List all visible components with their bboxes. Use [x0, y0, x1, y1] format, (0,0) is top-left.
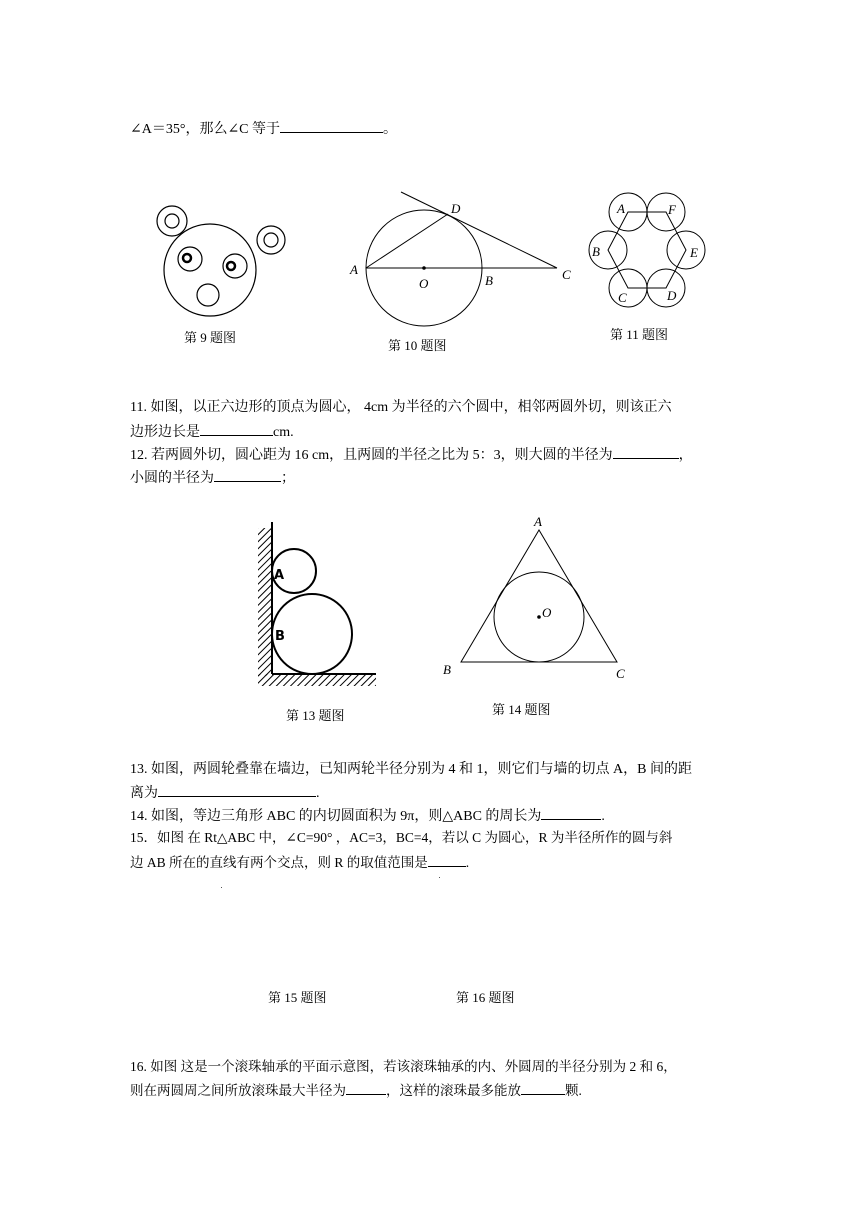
q13-line1: 13. 如图，两圆轮叠靠在墙边，已知两轮半径分别为 4 和 1，则它们与墙的切点 A，B 间的距	[130, 762, 692, 777]
fig16-caption: 第 16 题图	[456, 990, 515, 1005]
fig10-label-o: O	[419, 276, 429, 291]
fig11-label-d: D	[667, 288, 677, 303]
q14-answer-blank[interactable]	[541, 805, 601, 820]
q16-count-blank[interactable]	[521, 1080, 565, 1095]
fig14-label-a: A	[534, 514, 542, 529]
q13-answer-blank[interactable]	[158, 782, 316, 797]
fig10-label-a: A	[350, 262, 358, 277]
q10-tail-text: ∠A＝35°，那么∠C 等于	[130, 122, 281, 137]
fig11-label-f: F	[668, 202, 676, 217]
q11-line1: 11. 如图，以正六边形的顶点为圆心， 4cm 为半径的六个圆中，相邻两圆外切，则该正六	[130, 400, 672, 415]
fig10-label-b: B	[485, 273, 493, 288]
fig14-label-c: C	[616, 666, 625, 681]
q13-line2: 离为 .	[130, 782, 320, 804]
q12-line2: 小圆的半径为 ；	[130, 467, 295, 489]
fig14-label-b: B	[443, 662, 451, 677]
q15-line1: 15．如图 在 Rt△ABC 中，∠C=90° ，AC=3，BC=4，若以 C 为圆心，R 为半径所作的圆与斜	[130, 830, 673, 845]
q16-line1: 16. 如图 这是一个滚珠轴承的平面示意图，若该滚珠轴承的内、外圆周的半径分别为 2 和 6，	[130, 1059, 677, 1074]
q15-line2: 边 AB 所在的直线有两个交点，则 R 的取值范围是 .	[130, 852, 469, 873]
fig11-label-a: A	[617, 201, 625, 216]
q11-line2: 边形边长是 cm.	[130, 421, 294, 443]
q15-answer-blank[interactable]	[428, 852, 466, 867]
fig13-label-a: A	[274, 568, 285, 583]
fig14-triangle	[461, 530, 617, 662]
q10-tail-end: 。	[383, 122, 398, 137]
fig11-caption: 第 11 题图	[610, 327, 669, 342]
q16-line2: 则在两圆周之间所放滚珠最大半径为 ，这样的滚珠最多能放 颗.	[130, 1080, 582, 1101]
fig10-caption: 第 10 题图	[388, 338, 447, 353]
fig11-label-c: C	[618, 290, 627, 305]
fig10-label-c: C	[562, 267, 571, 282]
stray-dot	[439, 877, 440, 878]
fig15-caption: 第 15 题图	[268, 990, 327, 1005]
fig14-label-o: O	[542, 605, 552, 620]
fig13-label-b: B	[275, 629, 285, 644]
fig13-caption: 第 13 题图	[286, 708, 345, 723]
fig11-label-e: E	[690, 245, 698, 260]
q12-line1: 12. 若两圆外切，圆心距为 16 cm，且两圆的半径之比为 5：3，则大圆的半径为 ，	[130, 444, 693, 466]
fig14-caption: 第 14 题图	[492, 702, 551, 717]
fig14-center-dot	[537, 615, 541, 619]
q14-line: 14. 如图，等边三角形 ABC 的内切圆面积为 9π，则△ABC 的周长为 .	[130, 805, 605, 827]
fig11-label-b: B	[592, 244, 600, 259]
q16-max-radius-blank[interactable]	[346, 1080, 386, 1095]
stray-dot	[221, 887, 222, 888]
fig10-label-d: D	[451, 201, 461, 216]
fig9-caption: 第 9 题图	[184, 330, 237, 345]
